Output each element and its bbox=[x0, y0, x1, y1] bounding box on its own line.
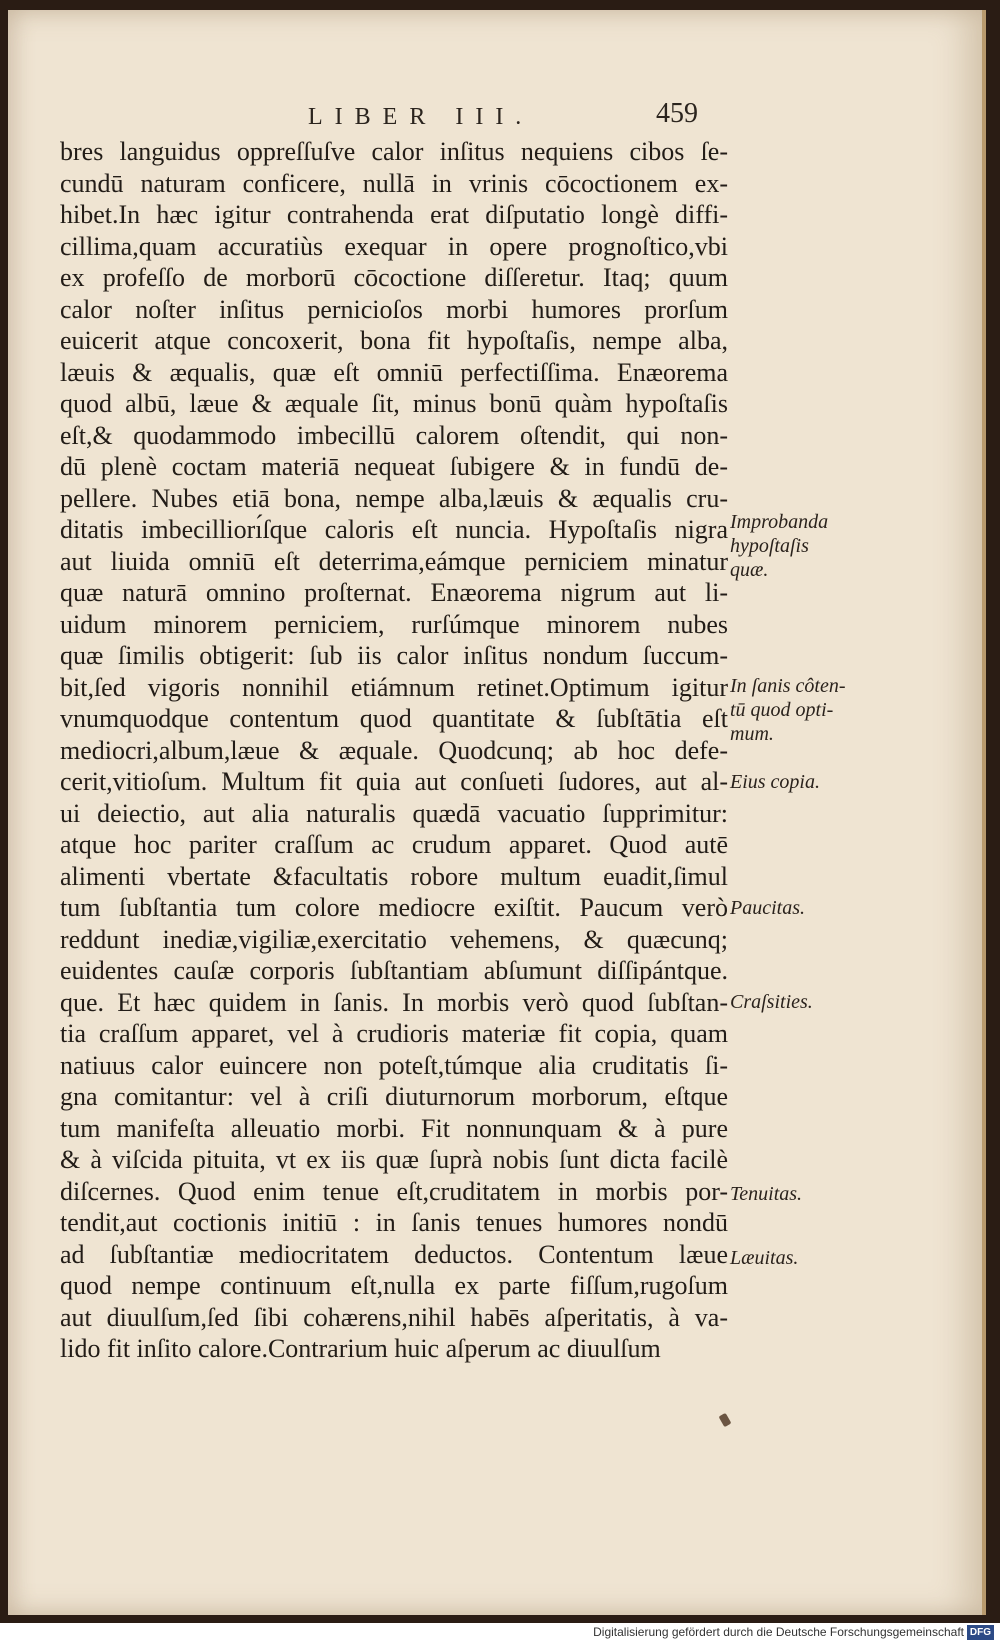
text-line: calor noſter inſitus pernicioſos morbi humores prorſum bbox=[60, 294, 728, 324]
text-line: ex profeſſo de morborū cōcoctione diſſeretur. Itaq; quum bbox=[60, 263, 728, 292]
text-line: aut liuida omniū eſt deterrima,eámque perniciem minatur bbox=[60, 546, 728, 576]
margin-note-line: In ſanis côten- bbox=[730, 675, 846, 697]
text-line: atque hoc pariter craſſum ac crudum apparet. Quod autē bbox=[60, 830, 728, 859]
margin-note-line: quæ. bbox=[730, 559, 769, 581]
text-line: que. Et hæc quidem in ſanis. In morbis verò quod ſubſtan- bbox=[60, 987, 728, 1017]
text-line: dū plenè coctam materiā nequeat ſubigere & in fundū de- bbox=[60, 452, 728, 481]
margin-note-line: hypoſtaſis bbox=[730, 535, 809, 557]
text-line: aut diuulſum,ſed ſibi cohærens,nihil habēs aſperitatis, à va- bbox=[60, 1302, 728, 1332]
text-line: quæ ſimilis obtigerit: ſub iis calor inſitus nondum ſuccum- bbox=[60, 641, 728, 670]
text-line: euicerit atque concoxerit, bona fit hypoſtaſis, nempe alba, bbox=[60, 326, 728, 355]
margin-note-eius-copia bbox=[730, 770, 820, 794]
text-line: quod nempe continuum eſt,nulla ex parte fiſſum,rugoſum bbox=[60, 1271, 728, 1300]
text-line: natiuus calor euincere non poteſt,túmque alia cruditatis ſi- bbox=[60, 1050, 728, 1080]
text-line: vnumquodque contentum quod quantitate & ſubſtātia eſt bbox=[60, 704, 728, 733]
margin-note-crassities bbox=[730, 990, 813, 1014]
text-line: bres languidus oppreſſuſve calor inſitus nequiens cibos ſe- bbox=[60, 137, 728, 166]
margin-note-in-sanis bbox=[730, 674, 846, 746]
margin-note-tenuitas bbox=[730, 1182, 802, 1206]
text-line: læuis & æqualis, quæ eſt omniū perfectiſſima. Enæorema bbox=[60, 357, 728, 387]
text-line: tendit,aut coctionis initiū : in ſanis tenues humores nondū bbox=[60, 1208, 728, 1237]
text-line: quæ naturā omnino proſternat. Enæorema nigrum aut li- bbox=[60, 578, 728, 607]
text-line: alimenti vbertate &facultatis robore multum euadit,ſimul bbox=[60, 861, 728, 891]
text-line: tum ſubſtantia tum colore mediocre exiſtit. Paucum verò bbox=[60, 893, 728, 922]
running-head: LIBER III. bbox=[308, 104, 534, 130]
book-page bbox=[8, 10, 986, 1615]
text-line: euidentes cauſæ corporis ſubſtantiam abſumunt diſſipántque. bbox=[60, 956, 728, 985]
dfg-logo: DFG bbox=[967, 1625, 994, 1640]
footer-bar bbox=[0, 1623, 1000, 1643]
text-line: & à viſcida pituita, vt ex iis quæ ſuprà nobis ſunt dicta facilè bbox=[60, 1145, 728, 1174]
margin-note-line: Craſsities. bbox=[730, 991, 813, 1013]
text-line: hibet.In hæc igitur contrahenda erat diſputatio longè diffi- bbox=[60, 200, 728, 229]
text-line: cillima,quam accuratiùs exequar in opere prognoſtico,vbi bbox=[60, 231, 728, 261]
text-line: bit,ſed vigoris nonnihil etiámnum retinet.Optimum igitur bbox=[60, 672, 728, 702]
text-line: tia craſſum apparet, vel à crudioris materiæ fit copia, quam bbox=[60, 1019, 728, 1048]
text-line: lido fit inſito calore.Contrarium huic aſperum ac diuulſum bbox=[60, 1334, 661, 1363]
margin-note-laeuitas bbox=[730, 1246, 798, 1270]
margin-note-line: mum. bbox=[730, 723, 774, 745]
text-line: quod albū, læue & æquale ſit, minus bonū quàm hypoſtaſis bbox=[60, 389, 728, 418]
margin-note-improbanda bbox=[730, 510, 828, 582]
page-number: 459 bbox=[656, 98, 698, 129]
ink-mark bbox=[719, 1413, 732, 1427]
text-line: cundū naturam conficere, nullā in vrinis cōcoctionem ex- bbox=[60, 168, 728, 198]
text-line: gna comitantur: vel à criſi diuturnorum morborum, eſtque bbox=[60, 1082, 728, 1111]
margin-note-line: Paucitas. bbox=[730, 897, 805, 919]
text-line: ditatis imbecilliorı́ſque caloris eſt nuncia. Hypoſtaſis nigra bbox=[60, 515, 728, 544]
margin-note-line: Eius copia. bbox=[730, 771, 820, 793]
text-line: uidum minorem perniciem, rurſúmque minorem nubes bbox=[60, 609, 728, 639]
margin-note-line: tū quod opti- bbox=[730, 699, 834, 721]
text-line: diſcernes. Quod enim tenue eſt,cruditatem in morbis por- bbox=[60, 1176, 728, 1206]
margin-note-line: Læuitas. bbox=[730, 1247, 799, 1269]
text-line: reddunt inediæ,vigiliæ,exercitatio vehemens, & quæcunq; bbox=[60, 924, 728, 954]
margin-note-line: Improbanda bbox=[730, 511, 829, 533]
margin-note-line: Tenuitas. bbox=[730, 1183, 803, 1205]
text-line: cerit,vitioſum. Multum fit quia aut conſueti ſudores, aut al- bbox=[60, 767, 728, 796]
text-line: tum manifeſta alleuatio morbi. Fit nonnunquam & à pure bbox=[60, 1113, 728, 1143]
funding-credit: Digitalisierung gefördert durch die Deutsche Forschungsgemeinschaft bbox=[593, 1625, 964, 1639]
text-line: eſt,& quodammodo imbecillū calorem oſtendit, qui non- bbox=[60, 420, 728, 450]
text-line: pellere. Nubes etiā bona, nempe alba,læuis & æqualis cru- bbox=[60, 483, 728, 513]
text-line: ad ſubſtantiæ mediocritatem deductos. Contentum læue bbox=[60, 1239, 728, 1269]
main-text-block bbox=[60, 136, 728, 1365]
margin-note-paucitas bbox=[730, 896, 805, 920]
text-line: mediocri,album,læue & æquale. Quodcunq; ab hoc defe- bbox=[60, 735, 728, 765]
text-line: ui deiectio, aut alia naturalis quædā vacuatio ſupprimitur: bbox=[60, 798, 728, 828]
